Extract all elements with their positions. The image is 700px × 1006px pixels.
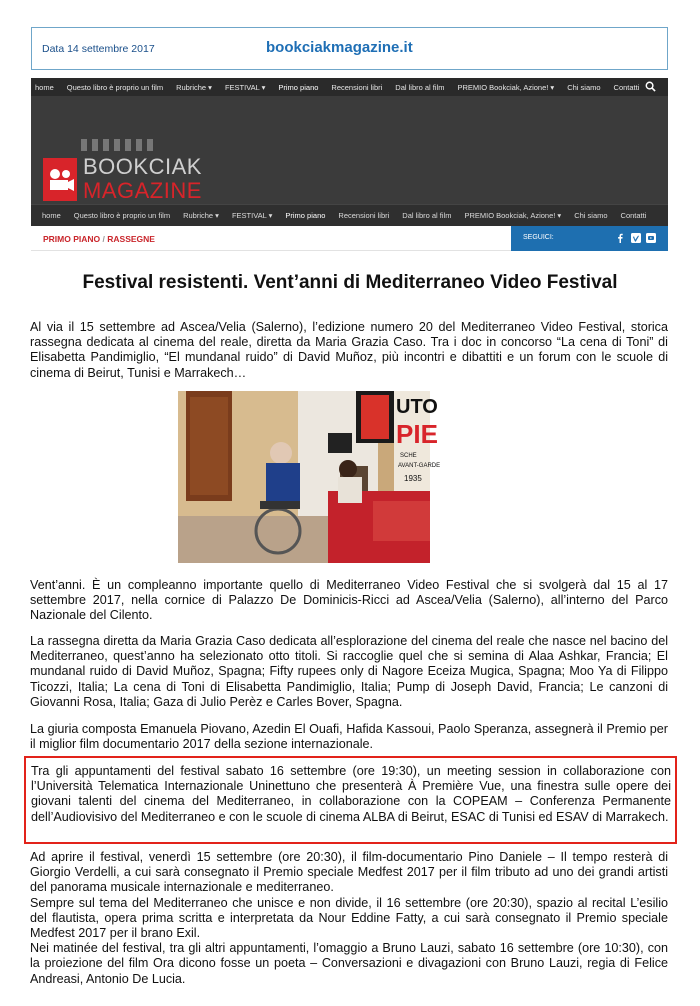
breadcrumb-separator: / (100, 234, 108, 244)
main-nav-home[interactable]: home (42, 211, 61, 220)
clipping-site[interactable]: bookciakmagazine.it (266, 39, 413, 56)
poster-text-5: 1935 (404, 474, 422, 483)
vimeo-icon[interactable] (631, 233, 641, 243)
top-nav (31, 78, 668, 96)
camera-logo-icon[interactable] (43, 158, 77, 201)
breadcrumb-rassegne[interactable]: RASSEGNE (107, 234, 155, 244)
article-title: Festival resistenti. Vent’anni di Mediterraneo Video Festival (82, 272, 618, 293)
site-banner (31, 96, 668, 204)
top-nav-festival[interactable]: FESTIVAL ▾ (224, 82, 266, 92)
main-nav-premio[interactable]: PREMIO Bookciak, Azione! ▾ (464, 211, 562, 220)
youtube-icon[interactable] (646, 233, 656, 243)
facebook-icon[interactable] (615, 233, 625, 243)
article-photo (178, 391, 441, 563)
main-nav-contatti[interactable]: Contatti (620, 211, 647, 220)
main-nav-dal-libro[interactable]: Dal libro al film (402, 211, 452, 220)
top-nav-dal-libro[interactable]: Dal libro al film (395, 82, 445, 92)
highlighted-paragraph: Tra gli appuntamenti del festival sabato 16 settembre (ore 19:30), un meeting session in collaborazione con l’Università Telematica Internazionale Uninettuno che presenterà À Première Vue, una finestra sulle opere dei giovani talenti del cinema del Mediterraneo, in collaborazione con la COPEAM – Conferenza Permanente dell’Audiovisivo del Mediterraneo e con le scuole di cinema ALBA di Beirut, ESAC di Tunisi ed ESAV di Marrakech. (31, 764, 671, 824)
logo-wordmark-bottom: MAGAZINE (83, 178, 202, 203)
clapper-icon (81, 139, 153, 151)
main-nav-rubriche[interactable]: Rubriche ▾ (183, 211, 219, 220)
poster-text-1: UTO (396, 396, 438, 418)
article-paragraph-1: Vent’anni. È un compleanno importante quello di Mediterraneo Video Festival che si svolgerà dal 15 al 17 settembre 2017, nella cornice di Palazzo De Dominicis-Ricci ad Ascea/Velia (Salerno), all’interno del Parco Nazionale del Cilento. (30, 578, 668, 623)
article-paragraph-3: La giuria composta Emanuela Piovano, Azedin El Ouafi, Hafida Kassoui, Paolo Speranza, assegnerà il Premio per il miglior film documentario 2017 della sezione internazionale. (30, 722, 668, 752)
top-nav-contatti[interactable]: Contatti (613, 82, 640, 92)
clipping-date: Data 14 settembre 2017 (42, 43, 155, 55)
main-nav-questo-libro[interactable]: Questo libro è proprio un film (73, 211, 171, 220)
search-icon[interactable] (645, 81, 656, 92)
highlighted-paragraph-box (24, 756, 677, 844)
social-label: SEGUICI: (523, 234, 554, 241)
main-nav-festival[interactable]: FESTIVAL ▾ (231, 211, 273, 220)
article-intro: Al via il 15 settembre ad Ascea/Velia (Salerno), l’edizione numero 20 del Mediterraneo Video Festival, storica rassegna dedicata al cinema del reale, diretta da Maria Grazia Caso. Tra i doc in concorso “La cena di Toni” di Elisabetta Pandimiglio, “El mundanal ruido” di David Muñoz, più incontri e dibattiti e un forum con le scuole di cinema di Beirut, Tunisi e Marrakech… (30, 320, 668, 380)
clipping-header (31, 27, 668, 70)
logo-wordmark-top: BOOKCIAK (83, 154, 202, 179)
article-paragraph-4a: Ad aprire il festival, venerdì 15 settembre (ore 20:30), il film-documentario Pino Daniele – Il tempo resterà di Giorgio Verdelli, a cui sarà consegnato il Premio speciale Medfest 2017 per il film tributo ad uno dei grandi artisti del panorama musicale internazionale e mediterraneo. (30, 850, 668, 895)
top-nav-questo-libro[interactable]: Questo libro è proprio un film (66, 82, 164, 92)
poster-text-2: PIE (396, 419, 438, 449)
top-nav-chi-siamo[interactable]: Chi siamo (567, 82, 601, 92)
main-nav-primo-piano[interactable]: Primo piano (285, 211, 326, 220)
poster-text-3: SCHE (400, 453, 417, 459)
top-nav-primo-piano[interactable]: Primo piano (278, 82, 319, 92)
social-bar (511, 226, 668, 251)
article-paragraph-4b: Sempre sul tema del Mediterraneo che unisce e non divide, il 16 settembre (ore 20:30), spazio al recital L’esilio del flautista, opera prima scritta e interpretata da Nour Eddine Fatty, a cui sarà consegnato il Premio speciale Medfest 2017 per il brano Exil. (30, 895, 668, 941)
breadcrumb-bar (31, 226, 668, 251)
article-paragraph-4c: Nei matinée del festival, tra gli altri appuntamenti, l’omaggio a Bruno Lauzi, sabato 16 settembre (ore 10:30), con la proiezione del film Ora dicono fosse un poeta – Conversazioni e divagazioni con Bruno Lauzi, regia di Felice Andreasi, Antonio De Lucia. (30, 941, 668, 986)
article-closing-paragraph (30, 850, 668, 987)
main-nav-chi-siamo[interactable]: Chi siamo (574, 211, 608, 220)
breadcrumb-primo-piano[interactable]: PRIMO PIANO (43, 234, 101, 244)
site-header (31, 78, 668, 251)
top-nav-home[interactable]: home (35, 82, 54, 92)
main-nav-recensioni[interactable]: Recensioni libri (338, 211, 390, 220)
main-nav (31, 204, 668, 226)
top-nav-premio[interactable]: PREMIO Bookciak, Azione! ▾ (457, 82, 555, 92)
poster-text-4: AVANT-GARDE (398, 463, 441, 469)
top-nav-rubriche[interactable]: Rubriche ▾ (176, 82, 212, 92)
top-nav-recensioni[interactable]: Recensioni libri (331, 82, 383, 92)
breadcrumb (43, 234, 155, 244)
article-paragraph-2: La rassegna diretta da Maria Grazia Caso dedicata all’esplorazione del cinema del reale che nasce nel bacino del Mediterraneo, quest’anno ha selezionato otto titoli. Si raccoglie quel che si semina di Alaa Ashkar, Francia; El mundanal ruido di David Muñoz, Spagna; Fifty rupees only di Nagore Eceiza Mugica, Spagna; Moo Ya di Filippo Ticozzi, Italia; La cena di Toni di Elisabetta Pandimiglio, Italia; Pump di Joseph David, Francia; Le canzoni di Giovanni Rosa, Italia; Gaza di Julio Perèz e Carles Bover, Spagna. (30, 634, 668, 709)
